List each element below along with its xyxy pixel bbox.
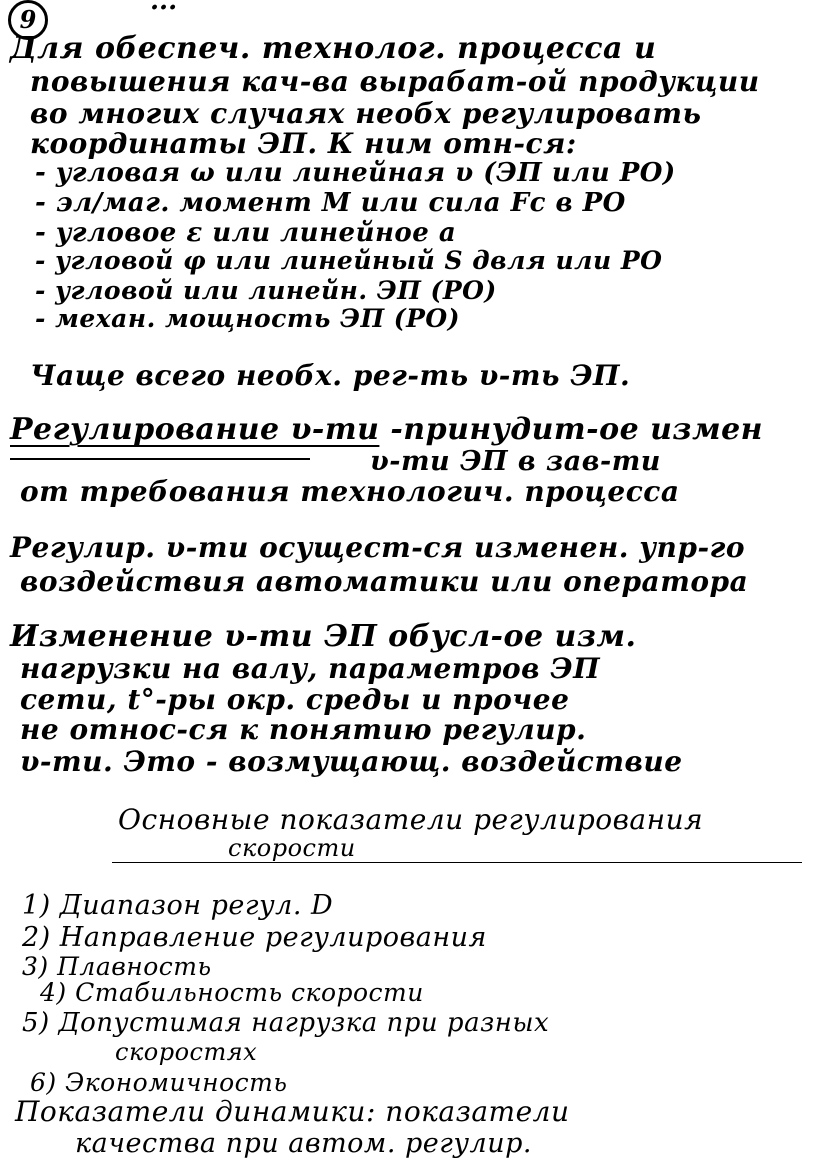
s1-line1: Для обеспеч. технолог. процесса и [10, 31, 657, 66]
s6-heading-rule [112, 862, 802, 863]
s6-list-2: 2) Направление регулирования [22, 922, 487, 953]
s5-line1: Изменение υ-ти ЭП обусл-ое изм. [10, 619, 637, 654]
s1-item-2: - эл/маг. момент M или сила Fc в РО [35, 188, 626, 218]
s4-line1: Регулир. υ-ти осущест-ся изменен. упр-го [10, 531, 746, 564]
s1-line3: во многих случаях необх регулировать [30, 97, 702, 130]
s1-item-3: - угловое ε или линейное a [35, 218, 457, 248]
s5-line5: υ-ти. Это - возмущающ. воздействие [20, 745, 683, 778]
s6-list-7: Показатели динамики: показатели [15, 1095, 570, 1128]
s6-list-3: 3) Плавность [22, 952, 212, 981]
s1-line2: повышения кач-ва вырабат-ой продукции [30, 65, 760, 98]
s5-line4: не относ-ся к понятию регулир. [20, 713, 587, 746]
top-cut-fragment: ... [150, 0, 178, 16]
s3-underline-rule [10, 458, 310, 460]
s5-line2: нагрузки на валу, параметров ЭП [20, 652, 601, 685]
page-number: 9 [8, 0, 48, 40]
s6-list-5b: скоростях [115, 1038, 258, 1066]
s3-line1 [10, 412, 764, 447]
s1-line4: координаты ЭП. К ним отн-ся: [30, 127, 577, 160]
s3-line1-rest: -принудит-ое измен [379, 412, 764, 447]
s2-line1: Чаще всего необх. рег-ть υ-ть ЭП. [30, 359, 631, 392]
s1-item-4: - угловой φ или линейный S двля или РО [35, 246, 663, 275]
s5-line3: сети, t°-ры окр. среды и прочее [20, 683, 570, 716]
s3-line2: υ-ти ЭП в зав-ти [370, 446, 661, 477]
s6-list-6: 6) Экономичность [30, 1068, 288, 1097]
s1-item-5: - угловой или линейн. ЭП (РО) [35, 276, 497, 305]
s1-item-1: - угловая ω или линейная υ (ЭП или РО) [35, 158, 676, 188]
s6-list-5: 5) Допустимая нагрузка при разных [22, 1008, 550, 1038]
s1-item-6: - механ. мощность ЭП (РО) [35, 304, 460, 333]
s6-list-4: 4) Стабильность скорости [40, 978, 424, 1007]
s6-heading-line2: скорости [228, 834, 356, 862]
s6-heading-line1: Основные показатели регулирования [118, 803, 704, 836]
s4-line2: воздействия автоматики или оператора [20, 565, 749, 598]
s6-list-8: качества при автом. регулир. [75, 1128, 532, 1159]
s3-term: Регулирование υ-ти [10, 412, 380, 447]
s6-list-1: 1) Диапазон регул. D [22, 890, 334, 921]
s3-line3: от требования технологич. процесса [20, 475, 680, 508]
